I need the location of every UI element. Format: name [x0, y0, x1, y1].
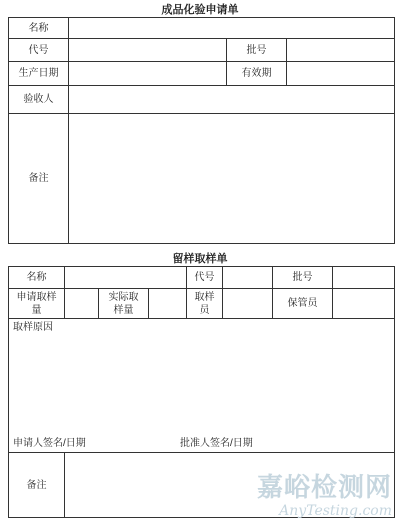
form1-code-field[interactable] [69, 39, 227, 62]
form1-row-remarks [9, 114, 395, 244]
form2-actual-qty-label-line2: 样量 [113, 304, 134, 316]
form2-name-label: 名称 [9, 267, 65, 289]
form2-req-qty-label [9, 289, 65, 319]
watermark-en: AnyTesting.com [279, 503, 392, 519]
form1-inspector-label: 验收人 [9, 86, 69, 114]
form2-req-qty-field[interactable] [65, 289, 99, 319]
watermark-cn: 嘉峪检测网 [256, 473, 392, 503]
form1-name-label: 名称 [9, 18, 69, 39]
form1-inspector-field[interactable] [69, 86, 395, 114]
form1-remarks-field[interactable] [69, 114, 395, 244]
form2-row-name [9, 267, 395, 289]
form2-req-qty-label-line1: 申请取样 [16, 291, 57, 303]
form2-reason-field[interactable] [9, 319, 395, 453]
form2-name-field[interactable] [65, 267, 187, 289]
form2-actual-qty-label [99, 289, 149, 319]
form1-table [8, 17, 395, 244]
form2-custodian-field[interactable] [333, 289, 395, 319]
form1-name-field[interactable] [69, 18, 395, 39]
form1-code-label: 代号 [9, 39, 69, 62]
form2-row-remarks [9, 453, 395, 518]
form2-code-label: 代号 [187, 267, 223, 289]
form1-row-name [9, 18, 395, 39]
form1-remarks-label: 备注 [9, 114, 69, 244]
form2-reason-label: 取样原因 [13, 322, 53, 333]
form2-batch-label: 批号 [273, 267, 333, 289]
form1-batch-field[interactable] [287, 39, 395, 62]
form2-sampler-field[interactable] [223, 289, 273, 319]
form2-custodian-label: 保管员 [273, 289, 333, 319]
form2-title: 留样取样单 [172, 253, 228, 265]
form1-expiry-field[interactable] [287, 62, 395, 86]
form2-remarks-field[interactable] [65, 453, 395, 518]
form2-actual-qty-field[interactable] [149, 289, 187, 319]
form1-prod-date-label: 生产日期 [9, 62, 69, 86]
form2-remarks-label: 备注 [9, 453, 65, 518]
form2-req-qty-label-line2: 量 [31, 304, 42, 316]
form2-actual-qty-label-line1: 实际取 [108, 291, 139, 303]
form1-expiry-label: 有效期 [227, 62, 287, 86]
form1-row-dates [9, 62, 395, 86]
form1-batch-label: 批号 [227, 39, 287, 62]
form2-code-field[interactable] [223, 267, 273, 289]
form2-table [8, 266, 395, 518]
form1-row-inspector [9, 86, 395, 114]
form1-prod-date-field[interactable] [69, 62, 227, 86]
form1-row-code [9, 39, 395, 62]
form2-sampler-label-line1: 取样 [194, 291, 215, 303]
form2-sampler-label-line2: 员 [199, 304, 210, 316]
form1-title: 成品化验申请单 [161, 4, 239, 16]
form2-batch-field[interactable] [333, 267, 395, 289]
form2-applicant-sig-label: 申请人签名/日期 [13, 438, 86, 449]
form2-row-quantities [9, 289, 395, 319]
form2-approver-sig-label: 批准人签名/日期 [180, 438, 253, 449]
form2-sampler-label [187, 289, 223, 319]
form2-row-reason [9, 319, 395, 453]
